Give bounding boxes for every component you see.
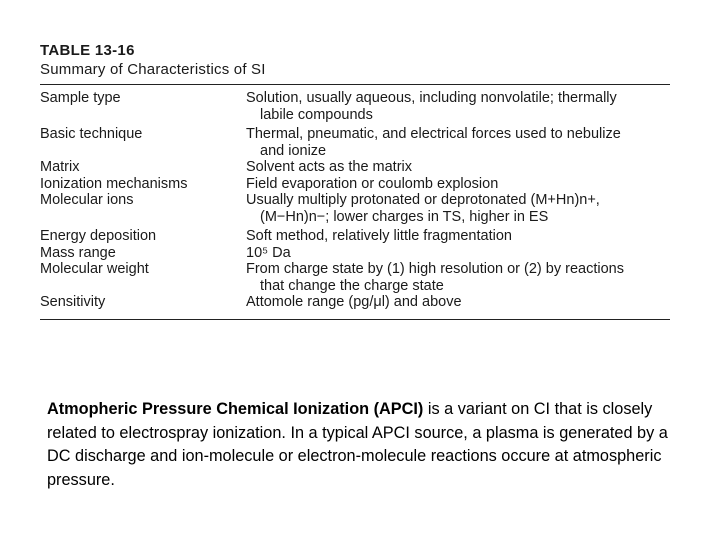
row-value-line: Usually multiply protonated or deprotonated (M+Hn)n+, — [246, 192, 600, 208]
row-value — [246, 90, 670, 123]
row-value: Soft method, relatively little fragmentation — [246, 228, 512, 244]
row-value: Solvent acts as the matrix — [246, 159, 413, 175]
table-row — [40, 90, 670, 123]
paragraph-bold-term: Atmopheric Pressure Chemical Ionization (APCI) — [47, 400, 424, 418]
row-key: Sample type — [40, 90, 121, 106]
row-key: Matrix — [40, 159, 80, 175]
table-caption: Summary of Characteristics of SI — [40, 61, 266, 78]
bottom-rule — [40, 319, 670, 320]
row-key: Sensitivity — [40, 294, 106, 310]
row-value-line: labile compounds — [260, 106, 373, 123]
table-row — [40, 159, 670, 176]
table-row — [40, 176, 670, 193]
row-value: Field evaporation or coulomb explosion — [246, 175, 499, 192]
row-value: 10⁵ Da — [246, 244, 291, 261]
table-row — [40, 192, 670, 225]
row-key: Mass range — [40, 244, 116, 261]
row-key: Molecular ions — [40, 192, 134, 208]
top-rule — [40, 84, 670, 85]
row-value-line: Thermal, pneumatic, and electrical forces used to nebulize — [246, 126, 621, 142]
row-value-line: Solution, usually aqueous, including nonvolatile; thermally — [246, 90, 617, 106]
row-key: Energy deposition — [40, 228, 157, 244]
table-row — [40, 294, 670, 311]
row-value-line: (M−Hn)n−; lower charges in TS, higher in ES — [260, 208, 549, 225]
table-row — [40, 245, 670, 262]
row-key: Molecular weight — [40, 261, 149, 277]
row-value-line: that change the charge state — [260, 277, 444, 294]
table-label: TABLE 13-16 — [40, 42, 135, 59]
row-key: Ionization mechanisms — [40, 175, 188, 192]
row-value-line: From charge state by (1) high resolution or (2) by reactions — [246, 261, 624, 277]
row-key: Basic technique — [40, 126, 143, 142]
apci-paragraph — [47, 398, 687, 492]
row-value — [246, 126, 670, 159]
table-row — [40, 261, 670, 294]
paragraph-text: is a variant on CI that is closely related to electrospray ionization. In a typical APCI source, a plasma is generated by a DC discharge and ion-molecule or electron-molecule reactions occure at atmospheric pressure. — [47, 400, 668, 489]
row-value-line: and ionize — [260, 142, 327, 159]
row-value: Attomole range (pg/μl) and above — [246, 294, 462, 310]
table-row — [40, 126, 670, 159]
row-value — [246, 192, 670, 225]
table-rows — [40, 90, 670, 311]
summary-table — [40, 42, 670, 320]
table-row — [40, 228, 670, 245]
row-value — [246, 261, 670, 294]
